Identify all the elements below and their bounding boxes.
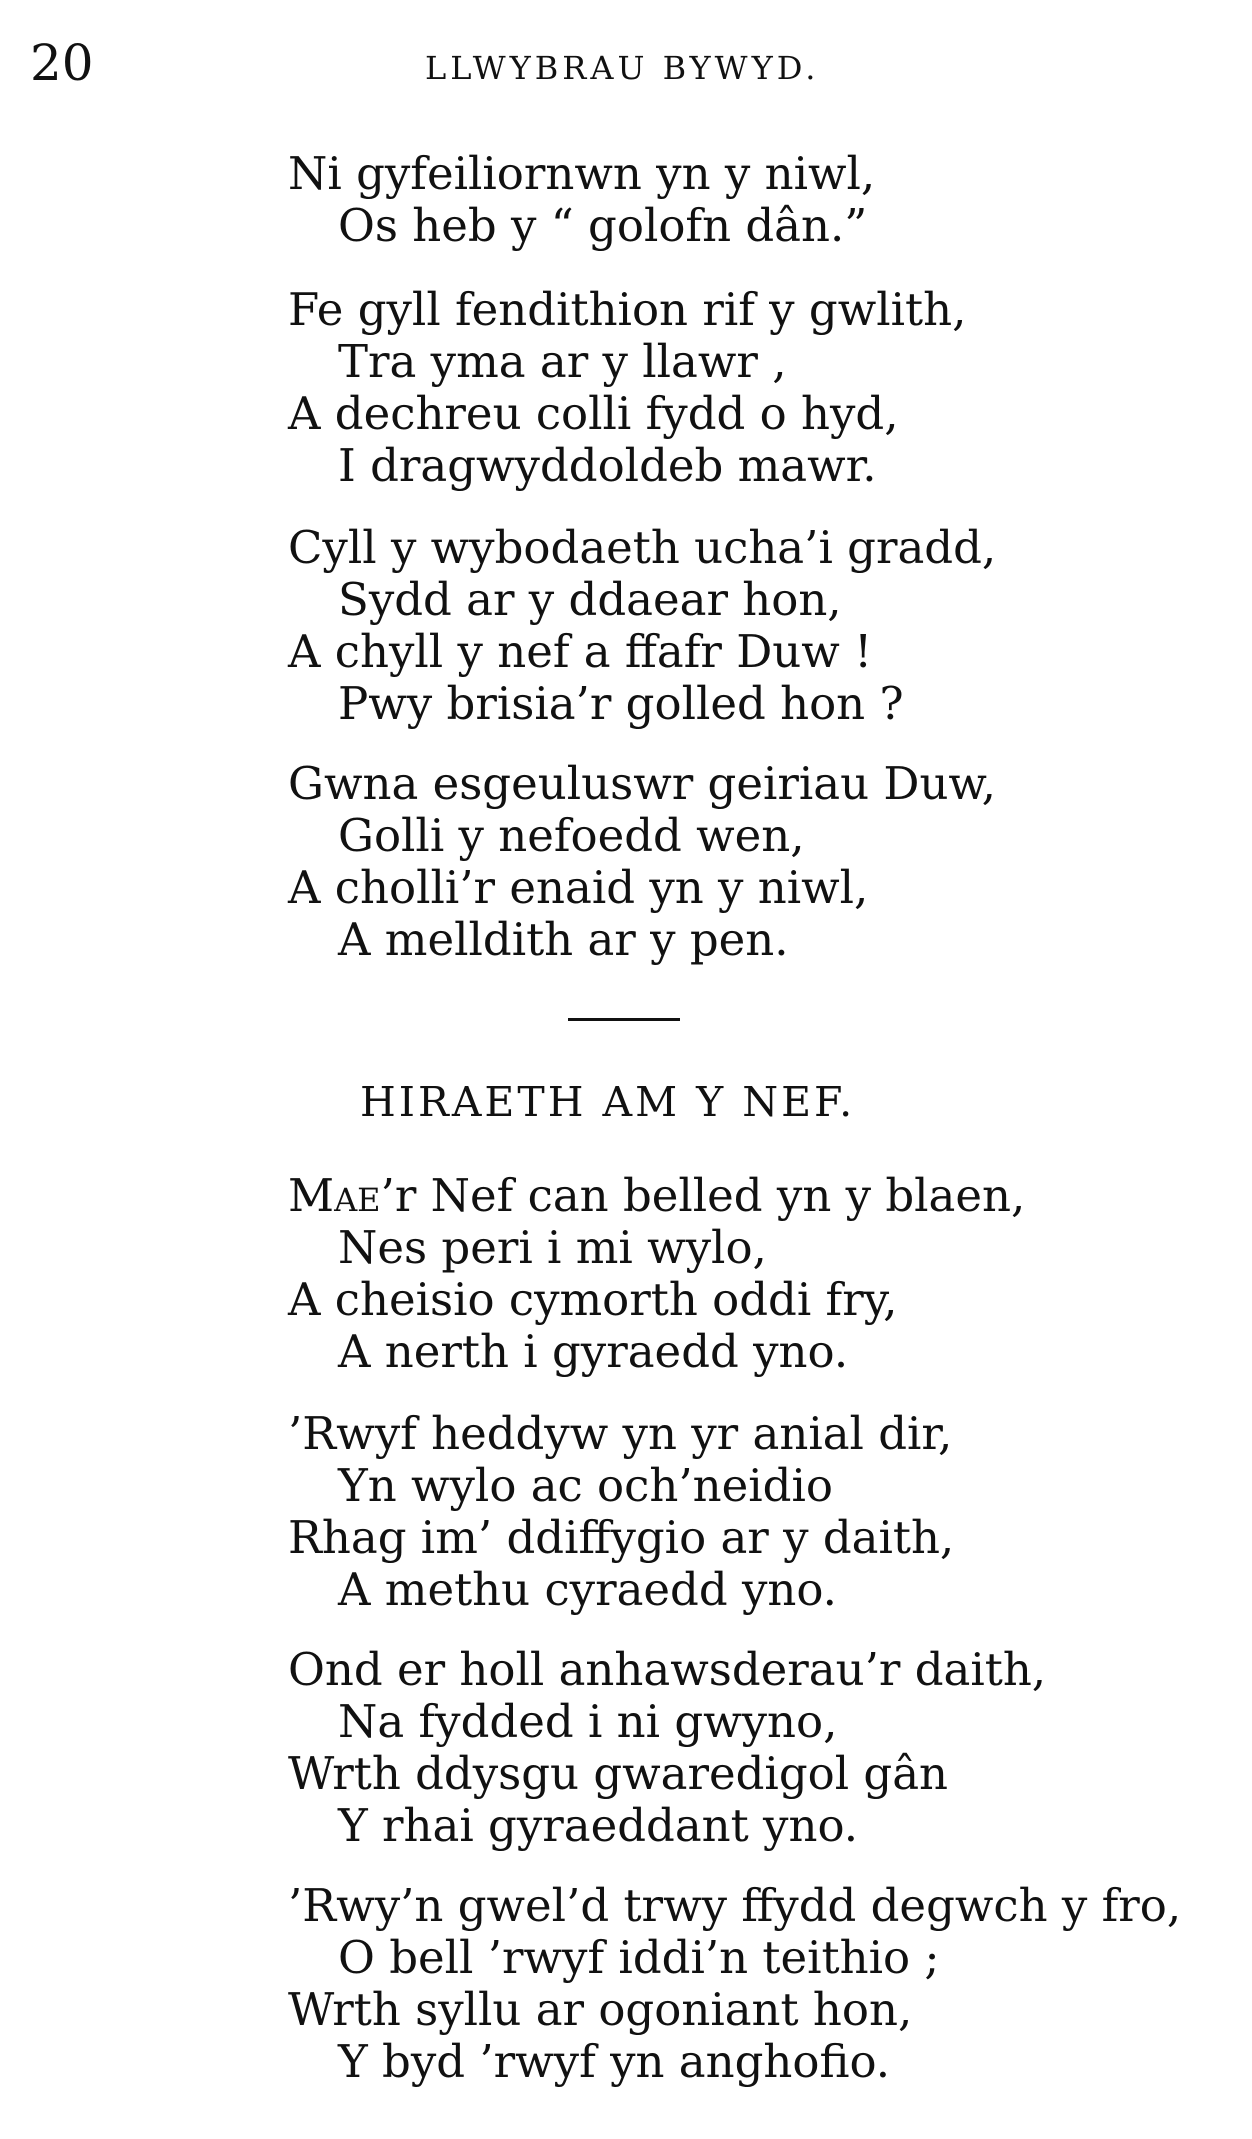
verse-line: Sydd ar y ddaear hon, <box>338 573 842 626</box>
verse-line: ’Rwyf heddyw yn yr anial dir, <box>288 1407 953 1460</box>
verse-line: ’Rwy’n gwel’d trwy ffydd degwch y fro, <box>288 1879 1182 1932</box>
poem-one-stanza-2 <box>288 284 1228 492</box>
verse-line: Rhag im’ ddiffygio ar y daith, <box>288 1511 955 1564</box>
verse-line-first <box>288 1170 1228 1222</box>
verse-line: A nerth i gyraedd yno. <box>338 1325 849 1378</box>
verse-line: Fe gyll fendithion rif y gwlith, <box>288 283 967 336</box>
section-divider <box>568 1018 680 1021</box>
poem-two-stanza-4 <box>288 1880 1228 2088</box>
verse-line: Gwna esgeuluswr geiriau Duw, <box>288 757 996 810</box>
verse-line: Ond er holl anhawsderau’r daith, <box>288 1643 1047 1696</box>
verse-line: Pwy brisia’r golled hon ? <box>338 677 904 730</box>
poem-one-stanza-4 <box>288 758 1228 966</box>
verse-line: Na fydded i ni gwyno, <box>338 1695 838 1748</box>
first-line-rest: ’r Nef can belled yn y blaen, <box>380 1169 1026 1222</box>
verse-line: Ni gyfeiliornwn yn y niwl, <box>288 147 876 200</box>
poem-one-stanza-1 <box>288 148 1228 252</box>
verse-line: A melldith ar y pen. <box>338 913 789 966</box>
poem-two-stanza-1 <box>288 1170 1228 1378</box>
poem-title: HIRAETH AM Y NEF. <box>360 1078 856 1126</box>
poem-two-stanza-2 <box>288 1408 1228 1616</box>
verse-line: A methu cyraedd yno. <box>338 1563 837 1616</box>
verse-line: Tra yma ar y llawr , <box>338 335 787 388</box>
verse-line: Yn wylo ac och’neidio <box>338 1459 833 1512</box>
verse-line: Os heb y “ golofn dân.” <box>338 199 868 252</box>
verse-line: Wrth ddysgu gwaredigol gân <box>288 1747 949 1800</box>
page-number: 20 <box>30 34 94 92</box>
poem-two-stanza-3 <box>288 1644 1228 1852</box>
verse-line: Y byd ’rwyf yn anghofio. <box>338 2035 891 2088</box>
verse-line: Cyll y wybodaeth ucha’i gradd, <box>288 521 997 574</box>
verse-line: A cholli’r enaid yn y niwl, <box>288 861 869 914</box>
poem-one-stanza-3 <box>288 522 1228 730</box>
verse-line: O bell ’rwyf iddi’n teithio ; <box>338 1931 940 1984</box>
verse-line: Wrth syllu ar ogoniant hon, <box>288 1983 913 2036</box>
verse-line: Y rhai gyraeddant yno. <box>338 1799 859 1852</box>
verse-line: Nes peri i mi wylo, <box>338 1221 767 1274</box>
verse-line: I dragwyddoldeb mawr. <box>338 439 877 492</box>
verse-line: A dechreu colli fydd o hyd, <box>288 387 899 440</box>
verse-line: A chyll y nef a ffafr Duw ! <box>288 625 873 678</box>
verse-line: Golli y nefoedd wen, <box>338 809 805 862</box>
verse-line: A cheisio cymorth oddi fry, <box>288 1273 898 1326</box>
first-word-smallcaps: Mae <box>288 1169 381 1222</box>
running-title: LLWYBRAU BYWYD. <box>425 49 820 87</box>
